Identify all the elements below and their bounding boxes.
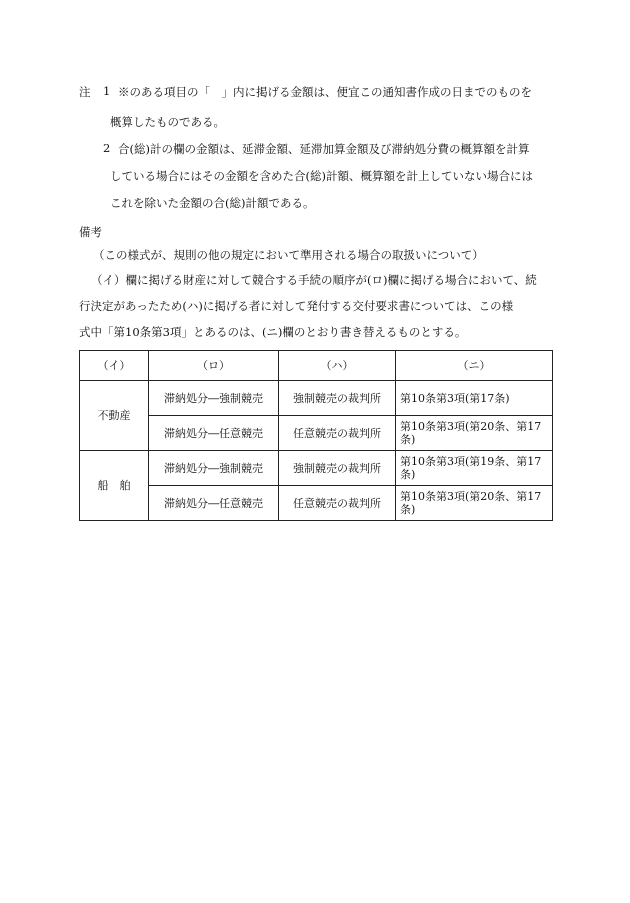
note-1-number: 1 [103,84,111,98]
note-2-line-3: これを除いた金額の合(総)計額である。 [110,196,315,210]
note-1-line-1: ※のある項目の「 」内に掲げる金額は、便宜この通知書作成の日までのものを [118,85,532,99]
note-2-line-2: している場合にはその金額を含めた合(総)計額、概算額を計上していない場合には [110,169,533,183]
note-2-line-1: 合(総)計の欄の金額は、延滞金額、延滞加算金額及び滞納処分費の概算額を計算 [118,142,530,156]
table-header-row [80,351,553,381]
remarks-line-1: （この様式が、規則の他の規定において準用される場合の取扱いについて） [93,248,484,262]
note-2-number: 2 [103,141,111,155]
procedure-cell: 滞納処分―任意競売 [149,416,279,451]
remarks-line-4: 式中「第10条第3項」とあるのは、(ニ)欄のとおり書き替えるものとする。 [79,325,467,339]
header-ha: （ハ） [279,351,396,381]
header-ro: （ロ） [149,351,279,381]
group-label-real-estate: 不動産 [80,381,149,451]
article-cell: 第10条第3項(第17条) [396,381,553,416]
remarks-line-2: （イ）欄に掲げる財産に対して競合する手続の順序が(ロ)欄に掲げる場合において、続 [91,273,537,287]
procedure-cell: 滞納処分―強制競売 [149,451,279,486]
article-cell: 第10条第3項(第19条、第17条) [396,451,553,486]
article-cell: 第10条第3項(第20条、第17条) [396,416,553,451]
article-cell: 第10条第3項(第20条、第17条) [396,486,553,521]
replacement-table [79,350,553,521]
court-cell: 強制競売の裁判所 [279,451,396,486]
remarks-label: 備考 [79,225,102,239]
court-cell: 任意競売の裁判所 [279,416,396,451]
table-row [80,451,553,486]
court-cell: 任意競売の裁判所 [279,486,396,521]
table-row [80,416,553,451]
header-ni: （ニ） [396,351,553,381]
group-label-ship: 船 舶 [80,451,149,521]
header-i: （イ） [80,351,149,381]
procedure-cell: 滞納処分―強制競売 [149,381,279,416]
note-1-line-2: 概算したものである。 [110,115,225,129]
table-row [80,381,553,416]
court-cell: 強制競売の裁判所 [279,381,396,416]
remarks-line-3: 行決定があったため(ハ)に掲げる者に対して発付する交付要求書については、この様 [79,299,514,313]
procedure-cell: 滞納処分―任意競売 [149,486,279,521]
table-row [80,486,553,521]
notes-label: 注 [79,85,91,99]
